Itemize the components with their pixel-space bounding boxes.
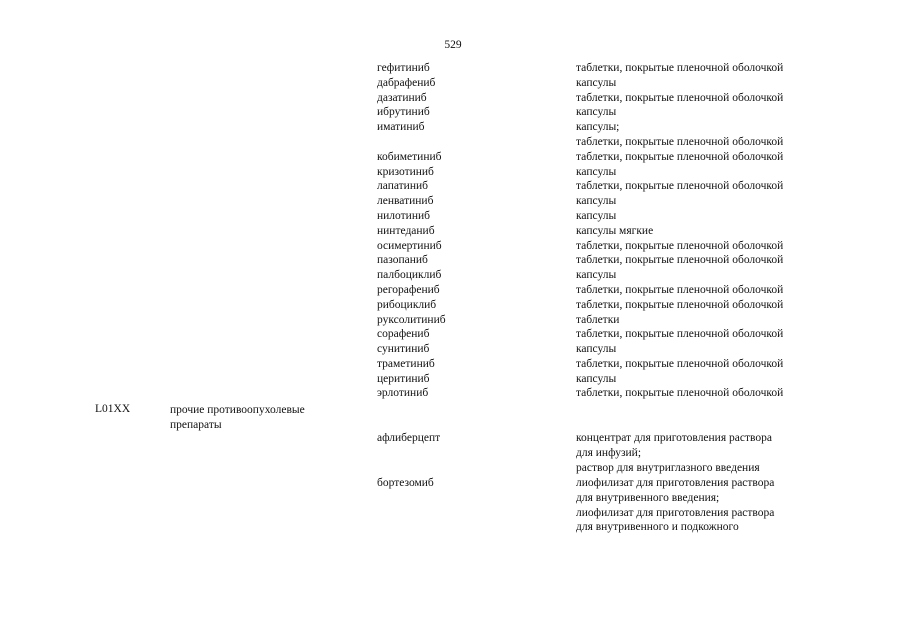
dosage-form: таблетки, покрытые пленочной оболочкой [576,299,784,311]
dosage-form: таблетки, покрытые пленочной оболочкой [576,284,784,296]
drug-name: дабрафениб [377,77,436,89]
dosage-form: таблетки, покрытые пленочной оболочкой [576,136,784,148]
dosage-form: для внутривенного введения; [576,492,720,504]
drug-name: сорафениб [377,328,430,340]
drug-name: лапатиниб [377,180,428,192]
drug-name: руксолитиниб [377,314,446,326]
dosage-form: капсулы мягкие [576,225,654,237]
drug-name: бортезомиб [377,477,434,489]
drug-name: церитиниб [377,373,430,385]
dosage-form: капсулы [576,106,617,118]
dosage-form: таблетки, покрытые пленочной оболочкой [576,240,784,252]
dosage-form: таблетки, покрытые пленочной оболочкой [576,358,784,370]
drug-name: рибоциклиб [377,299,437,311]
dosage-form: концентрат для приготовления раствора [576,432,772,444]
drug-name: гефитиниб [377,62,430,74]
dosage-form: капсулы; [576,121,620,133]
dosage-form: капсулы [576,195,617,207]
dosage-form: лиофилизат для приготовления раствора [576,507,775,519]
drug-name: эрлотиниб [377,387,429,399]
drug-name: осимертиниб [377,240,442,252]
dosage-form: для внутривенного и подкожного [576,521,739,533]
dosage-form: таблетки [576,314,620,326]
page-number: 529 [444,39,462,51]
dosage-form: таблетки, покрытые пленочной оболочкой [576,62,784,74]
drug-name: нилотиниб [377,210,430,222]
drug-name: кризотиниб [377,166,434,178]
drug-name: палбоциклиб [377,269,442,281]
drug-name: афлиберцепт [377,432,441,444]
dosage-form: таблетки, покрытые пленочной оболочкой [576,180,784,192]
drug-name: кобиметиниб [377,151,442,163]
dosage-form: капсулы [576,343,617,355]
group-name-line: прочие противоопухолевые [170,404,305,416]
drug-name: иматиниб [377,121,425,133]
drug-name: сунитиниб [377,343,430,355]
drug-name: нинтеданиб [377,225,435,237]
drug-name: траметиниб [377,358,435,370]
dosage-form: раствор для внутриглазного введения [576,462,760,474]
group-name-line: препараты [170,419,222,431]
dosage-form: капсулы [576,269,617,281]
dosage-form: капсулы [576,166,617,178]
dosage-form: капсулы [576,373,617,385]
drug-name: регорафениб [377,284,440,296]
dosage-form: капсулы [576,210,617,222]
drug-name: дазатиниб [377,92,427,104]
drug-name: пазопаниб [377,254,428,266]
drug-name: ленватиниб [377,195,434,207]
group-name [170,403,350,433]
atc-code: L01XX [95,403,131,415]
dosage-form: таблетки, покрытые пленочной оболочкой [576,387,784,399]
dosage-form: таблетки, покрытые пленочной оболочкой [576,151,784,163]
dosage-form: лиофилизат для приготовления раствора [576,477,775,489]
dosage-form: для инфузий; [576,447,642,459]
dosage-form: таблетки, покрытые пленочной оболочкой [576,92,784,104]
dosage-form: таблетки, покрытые пленочной оболочкой [576,254,784,266]
dosage-form: таблетки, покрытые пленочной оболочкой [576,328,784,340]
drug-name: ибрутиниб [377,106,430,118]
dosage-form: капсулы [576,77,617,89]
